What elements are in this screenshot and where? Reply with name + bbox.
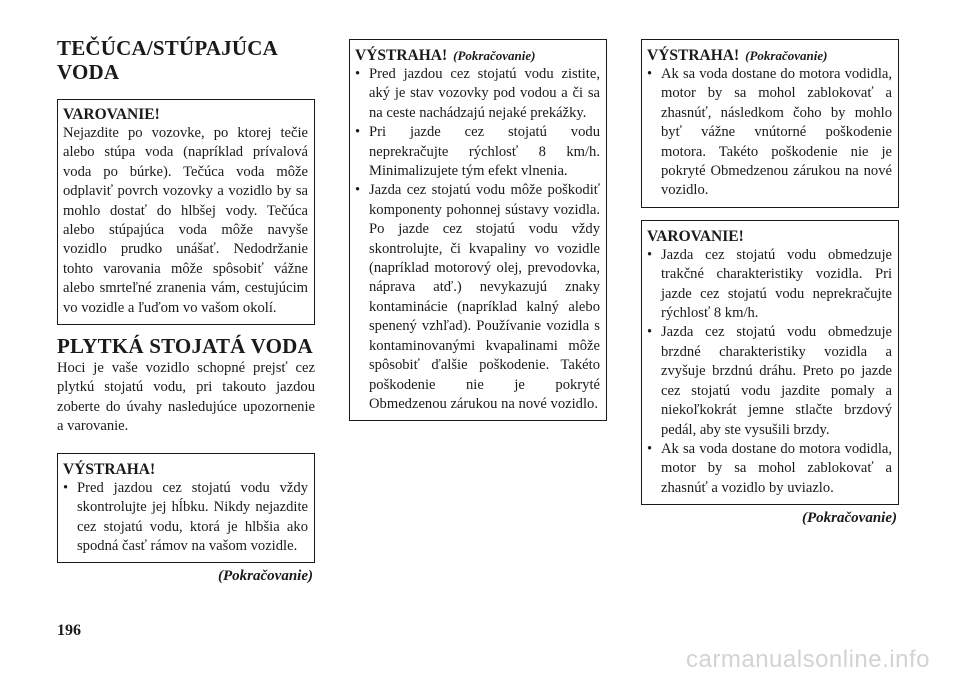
caution-bullet-text: Pred jazdou cez stojatú vodu vždy skontrolujte jej hĺbku. Nikdy nejazdite cez stojatú vodu, ktorá je hlbšia ako spodná časť rámov na vašom vozidle.: [77, 479, 308, 554]
caution-heading-text: VÝSTRAHA!: [647, 47, 740, 64]
bullet-icon: •: [355, 66, 361, 82]
bullet-icon: •: [355, 182, 361, 199]
caution-bullet: [63, 479, 308, 557]
section-intro-text: Hoci je vaše vozidlo schopné prejsť cez plytkú stojatú vodu, pri takouto jazdou zoberte do úvahy nasledujúce upozornenie a varovanie.: [57, 360, 315, 435]
warning-bullet-text: Jazda cez stojatú vodu obmedzuje brzdné charakteristiky vozidla a zvyšuje brzdnú dráhu. Preto po jazde cez stojatú vodu jazdite pomaly a niekoľkokrát jemne stlačte brzdový pedál, aby ste vysušili brzdy.: [661, 324, 892, 438]
caution-bullet: [355, 181, 600, 414]
bullet-icon: •: [647, 66, 653, 82]
watermark: carmanualsonline.info: [686, 646, 930, 673]
caution-box: [57, 453, 315, 564]
bullet-icon: •: [63, 479, 69, 496]
caution-heading-text: VÝSTRAHA!: [355, 47, 448, 64]
caution-bullet: [355, 123, 600, 181]
column-left: [57, 36, 315, 586]
caution-bullet-text: Ak sa voda dostane do motora vodidla, motor by sa mohol zablokovať a zhasnúť, následkom čoho by mohlo byť vážne vnútorné poškodenie motora. Takéto poškodenie nie je pokryté Obmedzenou zárukou na nové vozidlo.: [661, 66, 892, 199]
section-title-flowing-water: TEČÚCA/STÚPAJÚCA VODA: [57, 36, 277, 84]
warning-bullet-text: Jazda cez stojatú vodu obmedzuje trakčné charakteristiky vozidla. Pri jazde cez stojatú vodu neprekračujte rýchlosť 8 km/h.: [661, 246, 892, 322]
warning-bullet: [647, 246, 892, 324]
section-title-shallow-water: PLYTKÁ STOJATÁ VODA: [57, 334, 313, 359]
warning-heading: VAROVANIE!: [63, 106, 160, 123]
caution-box-continued: [641, 39, 899, 208]
caution-heading: VÝSTRAHA!: [63, 460, 156, 478]
caution-box-continued: [349, 39, 607, 421]
continued-label: (Pokračovanie): [745, 48, 828, 63]
page-number: 196: [57, 622, 81, 639]
column-middle: [349, 36, 607, 421]
bullet-icon: •: [355, 124, 361, 141]
caution-heading: [355, 46, 600, 65]
warning-heading: VAROVANIE!: [647, 227, 744, 245]
column-right: [641, 36, 899, 528]
warning-text: Nejazdite po vozovke, po ktorej tečie alebo stúpa voda (napríklad prívalová voda po búrke). Tečúca voda môže odplaviť povrch vozovky a vozidlo by sa mohlo dostať do hlbšej vody. Tečúca alebo stúpajúca voda môže navyše vozidlo prudko unášať. Nedodržanie tohto varovania môže spôsobiť vážne alebo smrteľné zranenia vám, cestujúcim vo vozidle a ľuďom vo vašom okolí.: [63, 125, 308, 316]
continued-label: (Pokračovanie): [218, 568, 313, 585]
caution-heading: [647, 46, 892, 65]
bullet-icon: •: [647, 440, 653, 457]
continued-label: (Pokračovanie): [802, 510, 897, 527]
warning-bullet-text: Ak sa voda dostane do motora vodidla, motor by sa mohol zablokovať a zhasnúť a vozidlo by uviazlo.: [661, 440, 892, 496]
caution-bullet: [355, 65, 600, 123]
continued-label: (Pokračovanie): [453, 48, 536, 63]
caution-bullet: [647, 65, 892, 201]
warning-bullet: [647, 323, 892, 439]
caution-bullet-text: Pred jazdou cez stojatú vodu zistite, aký je stav vozovky pod vodou a či sa na ceste nachádzajú nejaké prekážky.: [369, 66, 600, 121]
warning-bullet: [647, 440, 892, 498]
caution-bullet-text: Pri jazde cez stojatú vodu neprekračujte rýchlosť 8 km/h. Minimalizujete tým efekt vlnenia.: [369, 124, 600, 180]
bullet-icon: •: [647, 324, 653, 341]
caution-bullet-text: Jazda cez stojatú vodu môže poškodiť komponenty pohonnej sústavy vozidla. Po jazde cez stojatú vodu vždy skontrolujte, či kvapaliny vo vozidle (napríklad motorový olej, prevodovka, náprava atď.) nevykazujú znaky kontaminácie (napríklad kalný alebo spenený vzhľad). Používanie vozidla s kontaminovanými kvapalinami môže spôsobiť ďalšie poškodenie. Takéto poškodenie nie je pokryté Obmedzenou zárukou na nové vozidlo.: [369, 182, 600, 412]
warning-box: [57, 99, 315, 325]
bullet-icon: •: [647, 246, 653, 263]
warning-box: [641, 220, 899, 505]
